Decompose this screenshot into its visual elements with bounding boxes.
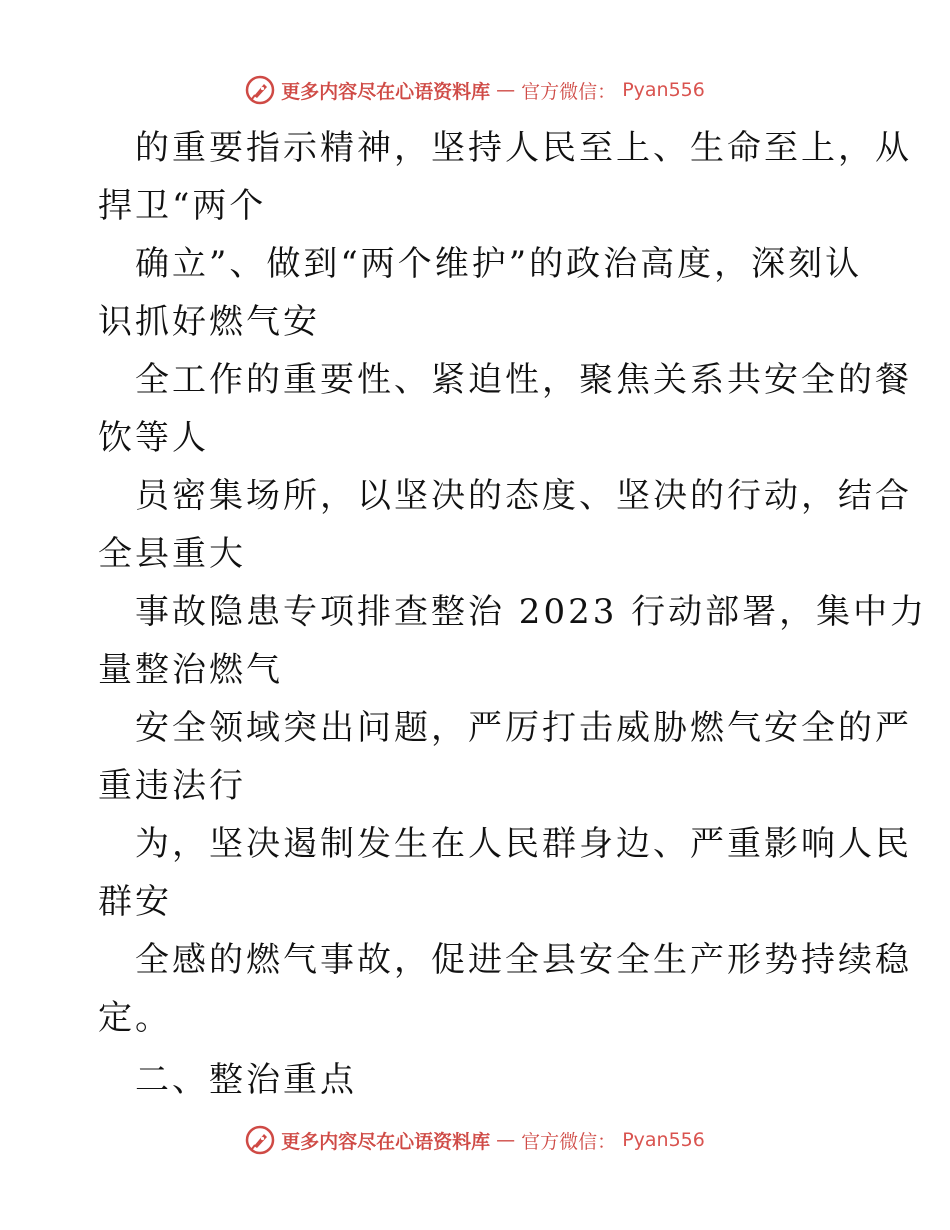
watermark-wechat-id: Pyan556 [622, 1129, 705, 1151]
watermark-separator: — [496, 79, 516, 101]
footer-watermark [0, 1120, 950, 1160]
body-line: 员密集场所，以坚决的态度、坚决的行动，结合 [135, 476, 912, 516]
body-line: 量整治燃气 [98, 650, 283, 690]
body-line: 安全领域突出问题，严厉打击威胁燃气安全的严 [135, 708, 912, 748]
body-line: 全感的燃气事故，促进全县安全生产形势持续稳 [135, 940, 912, 980]
body-line: 群安 [98, 882, 172, 922]
body-line: 饮等人 [98, 418, 209, 458]
watermark-separator: — [496, 1129, 516, 1151]
body-line: 确立”、做到“两个维护”的政治高度，深刻认 [135, 244, 863, 284]
watermark-wechat-label: 官方微信： [521, 80, 617, 103]
body-line: 为，坚决遏制发生在人民群身边、严重影响人民 [135, 824, 912, 864]
body-line: 全县重大 [98, 534, 246, 574]
body-line: 事故隐患专项排查整治 2023 行动部署，集中力 [135, 592, 928, 632]
body-line: 全工作的重要性、紧迫性，聚焦关系共安全的餐 [135, 360, 912, 400]
pen-nib-circle-icon [245, 75, 275, 105]
body-line: 捍卫“两个 [98, 186, 267, 226]
section-heading: 二、整治重点 [135, 1060, 357, 1100]
body-line: 识抓好燃气安 [98, 302, 320, 342]
watermark-wechat-label: 官方微信： [521, 1130, 617, 1153]
body-line: 定。 [98, 998, 172, 1038]
body-line: 的重要指示精神，坚持人民至上、生命至上，从 [135, 128, 912, 168]
header-watermark [0, 70, 950, 110]
watermark-brand: 更多内容尽在心语资料库 [281, 80, 491, 103]
pen-nib-circle-icon [245, 1125, 275, 1155]
watermark-wechat-id: Pyan556 [622, 79, 705, 101]
body-line: 重违法行 [98, 766, 246, 806]
watermark-brand: 更多内容尽在心语资料库 [281, 1130, 491, 1153]
